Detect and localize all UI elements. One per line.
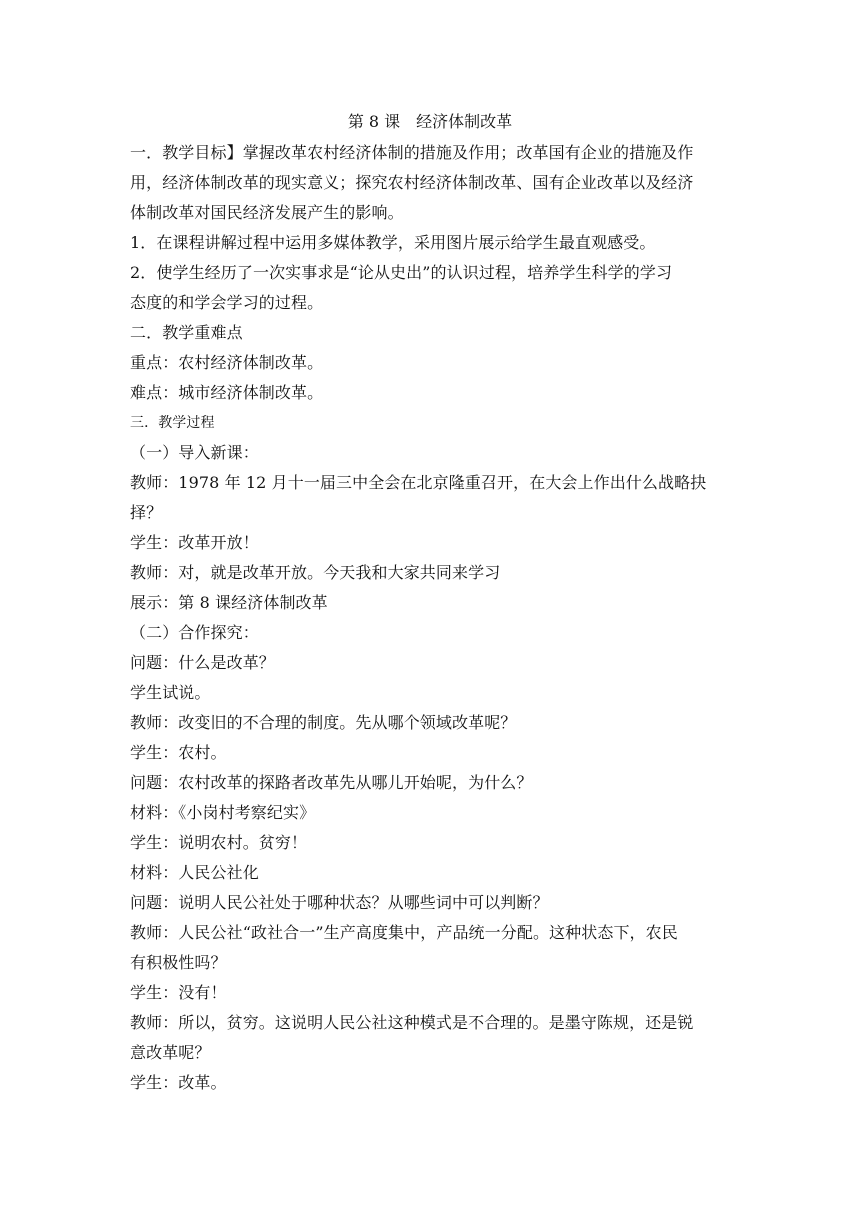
paragraph-line: 体制改革对国民经济发展产生的影响。 (130, 203, 404, 222)
paragraph-line: 教师：所以，贫穷。这说明人民公社这种模式是不合理的。是墨守陈规，还是锐 (130, 1013, 694, 1032)
paragraph-line: 一．教学目标】掌握改革农村经济体制的措施及作用；改革国有企业的措施及作 (130, 143, 694, 162)
section-heading: 三．教学过程 (130, 415, 215, 431)
paragraph-line: 用，经济体制改革的现实意义；探究农村经济体制改革、国有企业改革以及经济 (130, 173, 694, 192)
paragraph-line: 1．在课程讲解过程中运用多媒体教学，采用图片展示给学生最直观感受。 (130, 233, 656, 252)
paragraph-line: 学生：改革开放！ (130, 533, 259, 552)
paragraph-line: 意改革呢？ (130, 1043, 211, 1062)
paragraph-line: 学生：改革。 (130, 1073, 227, 1092)
paragraph-line: 学生：没有！ (130, 983, 227, 1002)
paragraph-line: 问题：农村改革的探路者改革先从哪儿开始呢，为什么？ (130, 773, 533, 792)
paragraph-line: 难点：城市经济体制改革。 (130, 383, 324, 402)
subsection-heading: （二）合作探究： (130, 623, 259, 642)
subsection-heading: （一）导入新课： (130, 443, 259, 462)
paragraph-line: 2．使学生经历了一次实事求是“论从史出”的认识过程，培养学生科学的学习 (130, 263, 673, 282)
document-body (130, 138, 732, 1098)
paragraph-line: 择？ (130, 503, 163, 522)
paragraph-line: 学生试说。 (130, 683, 211, 702)
paragraph-line: 材料：《小岗村考察纪实》 (130, 803, 316, 822)
paragraph-line: 问题：什么是改革？ (130, 653, 275, 672)
paragraph-line: 教师：人民公社“政社合一”生产高度集中，产品统一分配。这种状态下，农民 (130, 923, 678, 942)
paragraph-line: 有积极性吗？ (130, 953, 227, 972)
document-title: 第 8 课 经济体制改革 (347, 112, 513, 131)
paragraph-line: 重点：农村经济体制改革。 (130, 353, 324, 372)
paragraph-line: 学生：说明农村。贫穷！ (130, 833, 308, 852)
section-heading: 二．教学重难点 (130, 323, 243, 342)
paragraph-line: 教师：改变旧的不合理的制度。先从哪个领域改革呢？ (130, 713, 517, 732)
paragraph-line: 展示：第 8 课经济体制改革 (130, 593, 328, 612)
paragraph-line: 态度的和学会学习的过程。 (130, 293, 324, 312)
paragraph-line: 教师：1978 年 12 月十一届三中全会在北京隆重召开，在大会上作出什么战略抉 (130, 473, 707, 492)
paragraph-line: 问题：说明人民公社处于哪种状态？从哪些词中可以判断？ (130, 893, 549, 912)
paragraph-line: 学生：农村。 (130, 743, 227, 762)
paragraph-line: 材料：人民公社化 (130, 863, 259, 882)
paragraph-line: 教师：对，就是改革开放。今天我和大家共同来学习 (130, 563, 501, 582)
